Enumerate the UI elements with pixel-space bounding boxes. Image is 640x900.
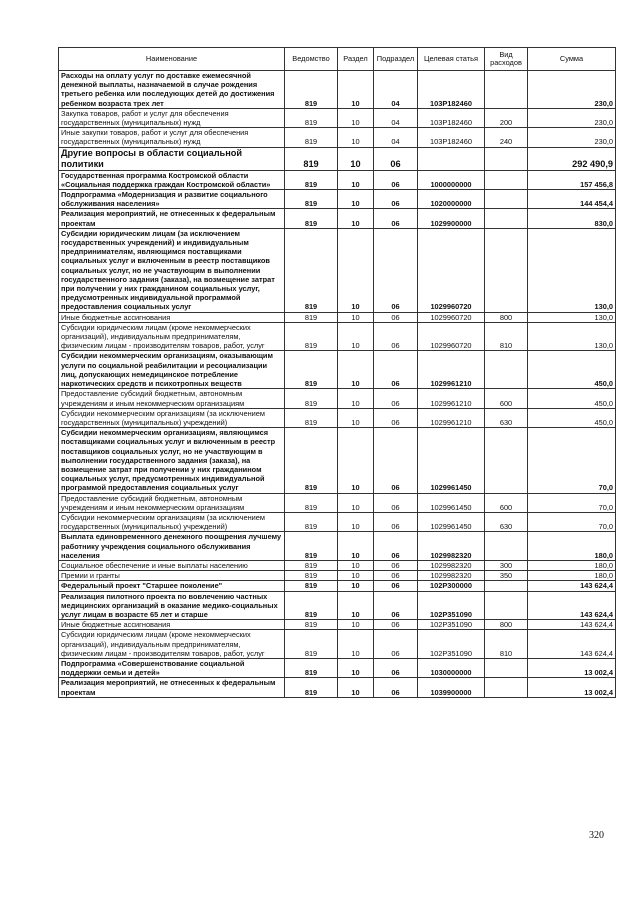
cell-section: 10 (338, 209, 374, 228)
cell-article: 102P351090 (418, 620, 485, 630)
cell-exp-type (485, 678, 528, 697)
cell-name: Социальное обеспечение и иные выплаты населению (59, 560, 285, 570)
cell-article: 1030000000 (418, 658, 485, 677)
cell-article: 103P182460 (418, 128, 485, 147)
cell-section: 10 (338, 512, 374, 531)
cell-dept: 819 (285, 108, 338, 127)
cell-dept: 819 (285, 581, 338, 591)
cell-article: 1029982320 (418, 571, 485, 581)
cell-article: 1029960720 (418, 228, 485, 312)
cell-name: Выплата единовременного денежного поощрения лучшему работнику учреждения социального обслуживания населения (59, 532, 285, 561)
table-row (59, 560, 616, 570)
cell-dept: 819 (285, 678, 338, 697)
cell-section: 10 (338, 322, 374, 351)
cell-subsection: 04 (374, 128, 418, 147)
table-row (59, 71, 616, 109)
cell-dept: 819 (285, 620, 338, 630)
cell-exp-type: 630 (485, 512, 528, 531)
cell-article: 102P300000 (418, 581, 485, 591)
table-row (59, 108, 616, 127)
cell-subsection: 06 (374, 322, 418, 351)
cell-article: 1029960720 (418, 322, 485, 351)
cell-subsection: 06 (374, 532, 418, 561)
cell-sum: 70,0 (528, 493, 616, 512)
cell-subsection: 06 (374, 620, 418, 630)
cell-exp-type: 200 (485, 108, 528, 127)
cell-section: 10 (338, 581, 374, 591)
cell-name: Подпрограмма «Модернизация и развитие социального обслуживания населения» (59, 190, 285, 209)
header-name: Наименование (59, 48, 285, 71)
cell-exp-type: 800 (485, 620, 528, 630)
cell-section: 10 (338, 312, 374, 322)
table-row (59, 128, 616, 147)
budget-table (58, 47, 616, 698)
cell-subsection: 06 (374, 228, 418, 312)
table-row (59, 591, 616, 620)
cell-subsection: 04 (374, 71, 418, 109)
cell-subsection: 04 (374, 108, 418, 127)
cell-dept: 819 (285, 493, 338, 512)
cell-dept: 819 (285, 190, 338, 209)
cell-exp-type (485, 147, 528, 170)
cell-article: 102P351090 (418, 630, 485, 659)
cell-name: Федеральный проект "Старшее поколение" (59, 581, 285, 591)
table-row (59, 147, 616, 170)
cell-exp-type: 630 (485, 408, 528, 427)
cell-subsection: 06 (374, 351, 418, 389)
cell-article: 1029982320 (418, 532, 485, 561)
cell-subsection: 06 (374, 408, 418, 427)
cell-exp-type: 810 (485, 322, 528, 351)
cell-name: Иные бюджетные ассигнования (59, 620, 285, 630)
cell-article: 1029961450 (418, 428, 485, 493)
cell-dept: 819 (285, 322, 338, 351)
cell-dept: 819 (285, 389, 338, 408)
cell-article: 102P351090 (418, 591, 485, 620)
cell-dept: 819 (285, 630, 338, 659)
cell-section: 10 (338, 71, 374, 109)
cell-name: Расходы на оплату услуг по доставке ежемесячной денежной выплаты, назначаемой в случае рождения третьего ребенка или последующих детей до достижения ребенком возраста трех лет (59, 71, 285, 109)
cell-exp-type (485, 228, 528, 312)
cell-section: 10 (338, 428, 374, 493)
cell-sum: 180,0 (528, 532, 616, 561)
table-row (59, 312, 616, 322)
cell-dept: 819 (285, 209, 338, 228)
cell-subsection: 06 (374, 581, 418, 591)
cell-dept: 819 (285, 312, 338, 322)
cell-sum: 230,0 (528, 71, 616, 109)
table-row (59, 389, 616, 408)
cell-section: 10 (338, 228, 374, 312)
cell-name: Другие вопросы в области социальной политики (59, 147, 285, 170)
cell-article: 1029961450 (418, 512, 485, 531)
cell-sum: 230,0 (528, 108, 616, 127)
cell-section: 10 (338, 147, 374, 170)
cell-section: 10 (338, 630, 374, 659)
cell-article: 1020000000 (418, 190, 485, 209)
cell-name: Субсидии юридическим лицам (кроме некоммерческих организаций), индивидуальным предпринимателям, физическим лицам - производителям товаров, работ, услуг (59, 630, 285, 659)
cell-subsection: 06 (374, 678, 418, 697)
header-sum: Сумма (528, 48, 616, 71)
cell-exp-type (485, 658, 528, 677)
cell-article: 1039900000 (418, 678, 485, 697)
cell-sum: 230,0 (528, 128, 616, 147)
table-row (59, 571, 616, 581)
cell-dept: 819 (285, 128, 338, 147)
cell-name: Реализация мероприятий, не отнесенных к федеральным проектам (59, 209, 285, 228)
cell-subsection: 06 (374, 512, 418, 531)
cell-name: Государственная программа Костромской области «Социальная поддержка граждан Костромской области» (59, 170, 285, 189)
cell-subsection: 06 (374, 571, 418, 581)
cell-article (418, 147, 485, 170)
cell-subsection: 06 (374, 493, 418, 512)
table-row (59, 408, 616, 427)
cell-sum: 130,0 (528, 312, 616, 322)
cell-subsection: 06 (374, 312, 418, 322)
table-row (59, 630, 616, 659)
table-row (59, 190, 616, 209)
cell-name: Субсидии некоммерческим организациям, оказывающим услуги по социальной реабилитации и ресоциализации лиц, допускающих немедицинское потребление наркотических средств и психотропных веществ (59, 351, 285, 389)
cell-sum: 143 624,4 (528, 630, 616, 659)
cell-sum: 830,0 (528, 209, 616, 228)
table-header-row (59, 48, 616, 71)
cell-exp-type (485, 351, 528, 389)
table-row (59, 512, 616, 531)
cell-subsection: 06 (374, 147, 418, 170)
cell-subsection: 06 (374, 428, 418, 493)
cell-exp-type (485, 581, 528, 591)
cell-sum: 143 624,4 (528, 581, 616, 591)
cell-sum: 450,0 (528, 408, 616, 427)
cell-section: 10 (338, 389, 374, 408)
table-row (59, 428, 616, 493)
cell-name: Субсидии юридическим лицам (кроме некоммерческих организаций), индивидуальным предпринимателям, физическим лицам - производителям товаров, работ, услуг (59, 322, 285, 351)
header-exp-type: Вид расходов (485, 48, 528, 71)
cell-dept: 819 (285, 351, 338, 389)
cell-section: 10 (338, 560, 374, 570)
cell-dept: 819 (285, 170, 338, 189)
cell-dept: 819 (285, 571, 338, 581)
cell-exp-type (485, 209, 528, 228)
table-row (59, 620, 616, 630)
cell-section: 10 (338, 190, 374, 209)
cell-sum: 450,0 (528, 351, 616, 389)
cell-exp-type (485, 591, 528, 620)
cell-section: 10 (338, 591, 374, 620)
cell-sum: 144 454,4 (528, 190, 616, 209)
cell-exp-type: 300 (485, 560, 528, 570)
cell-name: Подпрограмма «Совершенствование социальной поддержки семьи и детей» (59, 658, 285, 677)
cell-exp-type (485, 71, 528, 109)
cell-exp-type: 350 (485, 571, 528, 581)
cell-sum: 13 002,4 (528, 678, 616, 697)
cell-name: Иные бюджетные ассигнования (59, 312, 285, 322)
table-row (59, 581, 616, 591)
table-row (59, 351, 616, 389)
cell-section: 10 (338, 532, 374, 561)
cell-sum: 180,0 (528, 560, 616, 570)
cell-exp-type: 810 (485, 630, 528, 659)
cell-subsection: 06 (374, 389, 418, 408)
cell-sum: 143 624,4 (528, 620, 616, 630)
cell-subsection: 06 (374, 630, 418, 659)
cell-name: Субсидии некоммерческим организациям (за исключением государственных (муниципальных) учреждений) (59, 408, 285, 427)
budget-sheet (58, 47, 615, 698)
cell-exp-type: 600 (485, 493, 528, 512)
cell-dept: 819 (285, 512, 338, 531)
cell-article: 1000000000 (418, 170, 485, 189)
table-row (59, 170, 616, 189)
header-article: Целевая статья (418, 48, 485, 71)
cell-exp-type (485, 170, 528, 189)
cell-name: Реализация мероприятий, не отнесенных к федеральным проектам (59, 678, 285, 697)
cell-dept: 819 (285, 147, 338, 170)
cell-sum: 143 624,4 (528, 591, 616, 620)
cell-section: 10 (338, 620, 374, 630)
table-row (59, 678, 616, 697)
cell-article: 103P182460 (418, 71, 485, 109)
cell-name: Субсидии некоммерческим организациям, являющимся поставщиками социальных услуг и включенным в реестр поставщиков социальных услуг, но не участвующим в выполнении государственного задания (заказа), на возмещение затрат при получении у них гражданином социальных услуг, предусмотренных индивидуальной программой предоставления социальных услуг (59, 428, 285, 493)
cell-section: 10 (338, 408, 374, 427)
cell-section: 10 (338, 678, 374, 697)
cell-exp-type (485, 532, 528, 561)
cell-article: 1029961210 (418, 408, 485, 427)
cell-dept: 819 (285, 532, 338, 561)
cell-article: 103P182460 (418, 108, 485, 127)
cell-name: Предоставление субсидий бюджетным, автономным учреждениям и иным некоммерческим организациям (59, 493, 285, 512)
cell-exp-type (485, 190, 528, 209)
cell-exp-type: 240 (485, 128, 528, 147)
table-row (59, 228, 616, 312)
cell-exp-type: 800 (485, 312, 528, 322)
cell-article: 1029961450 (418, 493, 485, 512)
cell-subsection: 06 (374, 658, 418, 677)
cell-article: 1029960720 (418, 312, 485, 322)
cell-name: Субсидии юридическим лицам (за исключением государственных учреждений) и индивидуальным предпринимателям, являющимся поставщиками социальных услуг и включенным в реестр поставщиков социальных услуг, но не участвующим в выполнении государственного задания (заказа), на возмещение затрат при получении у них гражданином социальных услуг, предусмотренных индивидуальной программой предоставления социальных услуг (59, 228, 285, 312)
cell-sum: 450,0 (528, 389, 616, 408)
cell-subsection: 06 (374, 170, 418, 189)
cell-subsection: 06 (374, 209, 418, 228)
cell-dept: 819 (285, 71, 338, 109)
cell-subsection: 06 (374, 591, 418, 620)
cell-article: 1029961210 (418, 389, 485, 408)
cell-sum: 13 002,4 (528, 658, 616, 677)
cell-name: Предоставление субсидий бюджетным, автономным учреждениям и иным некоммерческим организациям (59, 389, 285, 408)
table-row (59, 532, 616, 561)
cell-article: 1029961210 (418, 351, 485, 389)
cell-name: Закупка товаров, работ и услуг для обеспечения государственных (муниципальных) нужд (59, 108, 285, 127)
cell-sum: 70,0 (528, 428, 616, 493)
header-section: Раздел (338, 48, 374, 71)
cell-section: 10 (338, 108, 374, 127)
header-dept: Ведомство (285, 48, 338, 71)
table-row (59, 493, 616, 512)
cell-section: 10 (338, 128, 374, 147)
cell-section: 10 (338, 493, 374, 512)
cell-name: Субсидии некоммерческим организациям (за исключением государственных (муниципальных) учреждений) (59, 512, 285, 531)
table-row (59, 322, 616, 351)
cell-dept: 819 (285, 428, 338, 493)
table-row (59, 209, 616, 228)
cell-name: Реализация пилотного проекта по вовлечению частных медицинских организаций в оказание медико-социальных услуг лицам в возрасте 65 лет и старше (59, 591, 285, 620)
cell-dept: 819 (285, 228, 338, 312)
cell-subsection: 06 (374, 560, 418, 570)
header-subsection: Подраздел (374, 48, 418, 71)
page-number: 320 (589, 830, 604, 841)
cell-sum: 292 490,9 (528, 147, 616, 170)
cell-article: 1029982320 (418, 560, 485, 570)
table-body (59, 71, 616, 698)
cell-exp-type (485, 428, 528, 493)
cell-dept: 819 (285, 658, 338, 677)
cell-sum: 130,0 (528, 228, 616, 312)
cell-sum: 130,0 (528, 322, 616, 351)
cell-section: 10 (338, 170, 374, 189)
cell-section: 10 (338, 658, 374, 677)
cell-name: Иные закупки товаров, работ и услуг для обеспечения государственных (муниципальных) нужд (59, 128, 285, 147)
table-row (59, 658, 616, 677)
cell-section: 10 (338, 571, 374, 581)
cell-subsection: 06 (374, 190, 418, 209)
cell-dept: 819 (285, 560, 338, 570)
cell-name: Премии и гранты (59, 571, 285, 581)
cell-dept: 819 (285, 591, 338, 620)
cell-sum: 157 456,8 (528, 170, 616, 189)
cell-sum: 180,0 (528, 571, 616, 581)
cell-dept: 819 (285, 408, 338, 427)
cell-exp-type: 600 (485, 389, 528, 408)
cell-article: 1029900000 (418, 209, 485, 228)
cell-section: 10 (338, 351, 374, 389)
cell-sum: 70,0 (528, 512, 616, 531)
